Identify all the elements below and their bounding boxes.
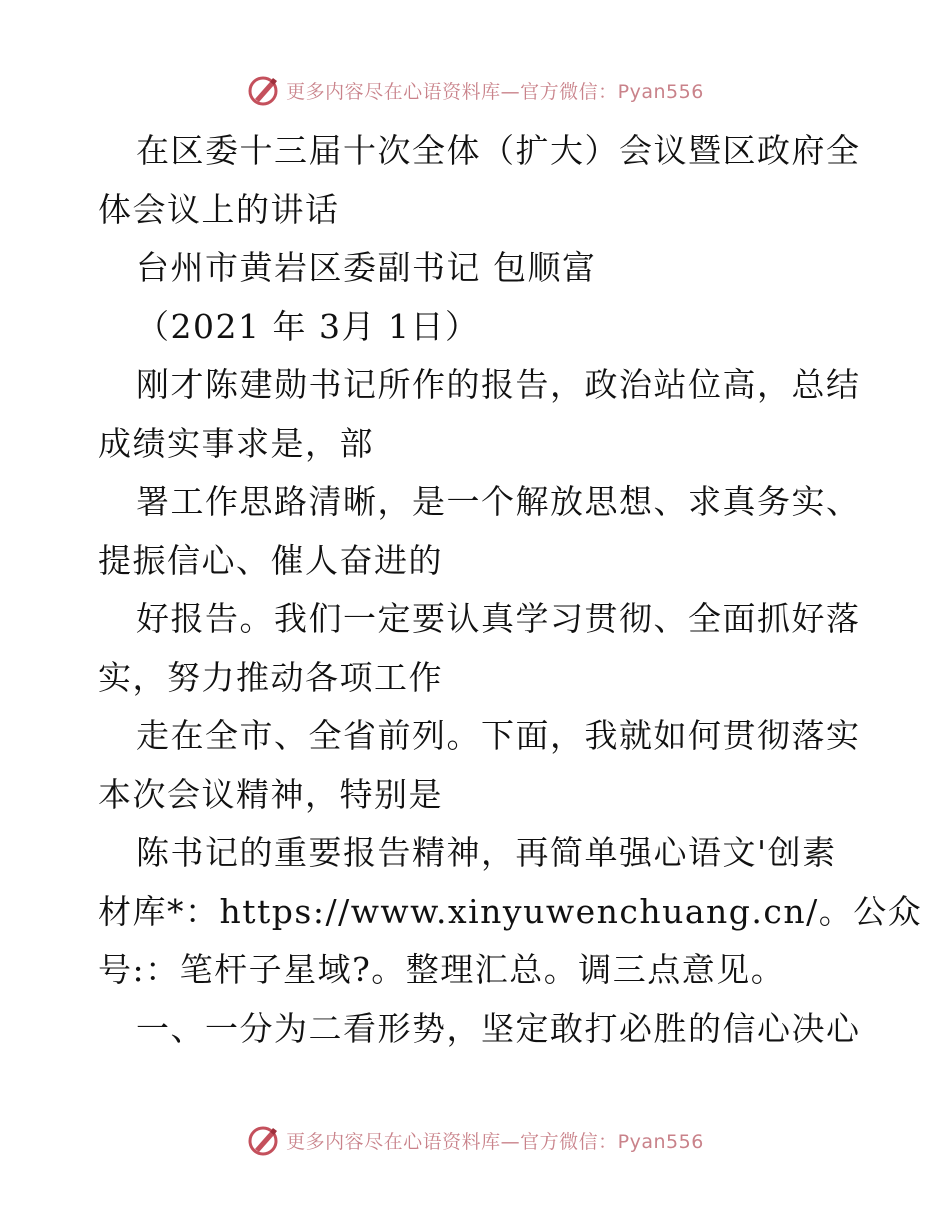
document-line: 号:：笔杆子星域?。整理汇总。调三点意见。 [98, 950, 786, 989]
document-line: 提振信心、催人奋进的 [98, 540, 443, 580]
document-line: 走在全市、全省前列。下面，我就如何贯彻落实 [136, 716, 861, 755]
document-line: 本次会议精神，特别是 [98, 774, 443, 814]
document-body [98, 122, 923, 1058]
watermark-footer [0, 1120, 950, 1160]
document-line: 在区委十三届十次全体（扩大）会议暨区政府全 [136, 131, 861, 170]
document-line: 刚才陈建勋书记所作的报告，政治站位高，总结 [136, 365, 861, 404]
document-line: 署工作思路清晰，是一个解放思想、求真务实、 [136, 482, 861, 521]
document-line: 材库*：https://www.xinyuwenchuang.cn/。公众 [98, 891, 923, 931]
document-line: 台州市黄岩区委副书记 包顺富 [136, 248, 597, 287]
document-line: （2021 年 3月 1日） [136, 306, 480, 346]
watermark-header [0, 70, 950, 110]
document-line: 体会议上的讲话 [98, 189, 340, 229]
document-line: 陈书记的重要报告精神，再简单强心语文'创素 [136, 833, 837, 872]
document-line: 成绩实事求是，部 [98, 423, 374, 463]
document-line: 一、一分为二看形势，坚定敢打必胜的信心决心 [136, 1008, 861, 1048]
document-line: 好报告。我们一定要认真学习贯彻、全面抓好落 [136, 599, 861, 638]
watermark-text: 更多内容尽在心语资料库—官方微信：Pyan556 [286, 1130, 704, 1153]
document-line: 实，努力推动各项工作 [98, 657, 443, 697]
pen-logo-icon [246, 1123, 280, 1157]
watermark-text: 更多内容尽在心语资料库—官方微信：Pyan556 [286, 80, 704, 103]
pen-logo-icon [246, 73, 280, 107]
